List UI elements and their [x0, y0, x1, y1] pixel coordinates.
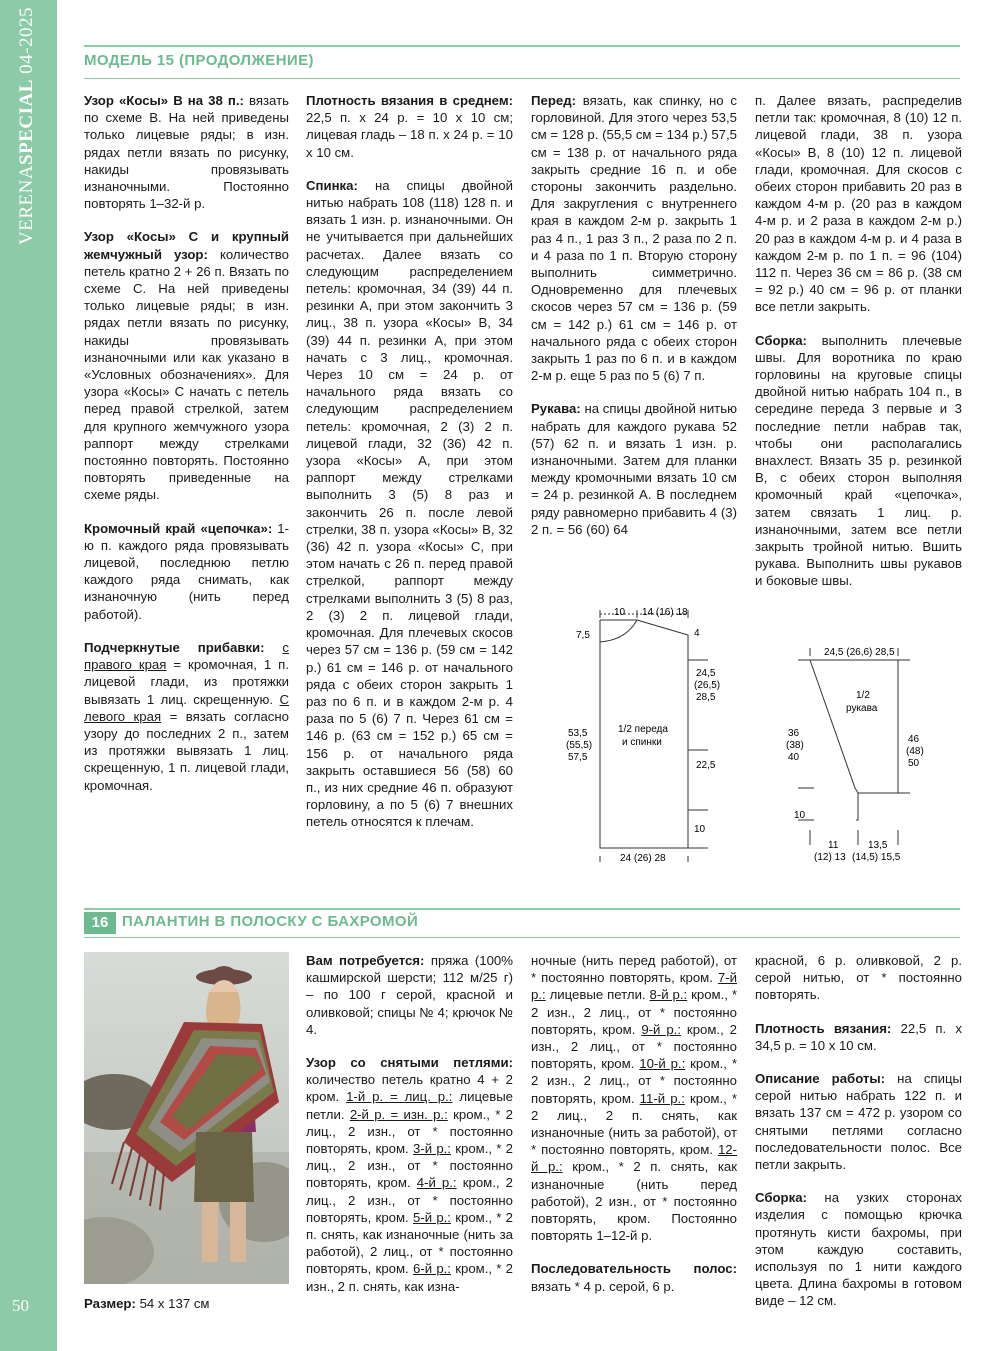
sleeve-right2: (48) [906, 746, 924, 757]
model-photo [84, 952, 289, 1284]
dim-r5: 10 [694, 824, 706, 835]
pattern-schema-sleeve [780, 640, 960, 870]
dim-top-a: 10 [614, 607, 626, 618]
sleeve-left3: 40 [788, 752, 800, 763]
sleeve-right3: 50 [908, 758, 920, 769]
sleeve-label2: рукава [846, 703, 878, 714]
dim-left3: 57,5 [568, 752, 588, 763]
sleeve-b2: 13,5 [868, 840, 888, 851]
schema1-label1: 1/2 переда [618, 724, 668, 735]
text-column-3: Перед: вязать, как спинку, но с горловиной. Для этого через 53,5 см = 128 р. (55,5 см = 134 р.) 57,5 см = 138 р. от начального ряда закрыть средние 16 п. и обе стороны закончить раздельно. Для закругления с внутреннего края в каждом 2-м р. закрыть 1 раз 4 п., 1 раз 3 п., 2 раза по 2 п. и 4 раза по 1 п. Вторую сторону выполнить симметрично. Одновременно для плечевых скосов через 57 см = 136 р. (59 см = 142 р.) 61 см = 146 р. от начального ряда с обеих сторон закрыть 1 раз по 6 п. и в каждом 2-м р. еще 5 раз по 5 (6) 7 п. Рукава: на спицы двойной нитью набрать для каждого рукава 52 (57) 62 п. и вязать 1 изн. р. изнаночными. Затем для планки между кромочными вязать 10 см = 24 р. резинкой A. В последнем ряду равномерно прибавить 4 (3) 2 п. = 56 (60) 64 [531, 93, 737, 537]
size-line: Размер: 54 x 137 см [84, 1296, 210, 1311]
text-column-4: п. Далее вязать, распределив петли так: кромочная, 8 (10) 12 п. лицевой глади, 38 п. узора «Косы» B, 8 (10) 12 п. лицевой глади, кромочная. Для скосов с обеих сторон прибавить 20 раз в каждом 4-м р. (20 раз в каждом 4-м р. и 2 раза в каждом 2-м р.) 20 раз в каждом 4-м р. и 4 раза в каждом 2-м р. по 1 п. = 96 (104) 112 п. Через 36 см = 86 р. (38 см = 92 р.) 40 см = 96 р. от планки все петли закрыть. Сборка: выполнить плечевые швы. Для воротника по краю горловины на круговые спицы двойной нитью набрать 104 п., в середине переда 3 первые и 3 последние петли набрав так, чтобы они располагались внахлест. Вязать 35 р. резинкой B, с обеих сторон выполняя кромочный край «цепочка», затем связать 1 лиц. р. изнаночными, затем все петли закрыть тройной нитью. Вшить рукава. Выполнить швы рукавов и боковые швы. [755, 93, 962, 589]
dim-r1: 24,5 [696, 668, 716, 679]
magazine-brand: VERENASPECIAL 04-2025 [16, 7, 37, 245]
page-number: 50 [12, 1296, 29, 1315]
header-rule [84, 45, 960, 47]
dim-neck: 7,5 [576, 630, 590, 641]
text-column-1: Узор «Косы» B на 38 п.: вязать по схеме B. На ней приведены только лицевые ряды; в изн. рядах петли вязать по рисунку, накиды провязывать изнаночными. Постоянно повторять 1–32-й р. Узор «Косы» C и крупный жемчужный узор: количество петель кратно 2 + 26 п. Вязать по схеме C. На ней приведены только лицевые ряды; в изн. рядах петли вязать по рисунку, накиды провязывать изнаночными или как указано в «Условных обозначениях». Для узора «Косы» C начать с петель перед правой стрелкой, затем для крупного жемчужного узора раппорт между стрелками постоянно повторять. Постоянно повторять приведенные на схеме ряды. Кромочный край «цепочка»: 1-ю п. каждого ряда провязывать лицевой, последнюю петлю каждого ряда снимать, как изнаночную (нить перед работой). Подчеркнутые прибавки: с правого края = кромочная, 1 п. лицевой глади, из протяжки вывязать 1 лиц. скрещенную. С левого края = вязать согласно узору до последних 2 п., затем из протяжки вывязать 1 лиц. скрещенную, 1 п. лицевой глади, кромочная. [84, 93, 289, 793]
section-2-header [84, 908, 960, 938]
sleeve-b3: (12) 13 [814, 852, 846, 863]
dim-r3: 28,5 [696, 692, 716, 703]
dim-r4: 22,5 [696, 760, 716, 771]
sleeve-label1: 1/2 [856, 690, 870, 701]
dim-bottom: 24 (26) 28 [620, 853, 666, 864]
header-rule-bottom [84, 78, 960, 79]
dim-left1: 53,5 [568, 728, 588, 739]
section-title: ПАЛАНТИН В ПОЛОСКУ С БАХРОМОЙ [122, 913, 419, 930]
sleeve-left1: 36 [788, 728, 800, 739]
section-number: 16 [84, 912, 116, 934]
sleeve-left2: (38) [786, 740, 804, 751]
sleeve-b4: (14,5) 15,5 [852, 852, 901, 863]
s2-text-column-3: ночные (нить перед работой), от * постоянно повторять, кром. 7-й р.: лицевые петли. 8-й р.: кром., * 2 изн., 2 лиц., от * постоянно повторять, кром. 9-й р.: кром., 2 изн., 2 лиц., от * постоянно повторять, кром. 10-й р.: кром., * 2 изн., 2 лиц., от * постоянно повторять, кром. 11-й р.: кром., * 2 лиц., 2 п. снять, как изнаночные (нить за работой), от * постоянно повторять, кром. 12-й р.: кром., * 2 п. снять, как изнаночные (нить перед работой), 2 изн., от * постоянно повторять, кром. Постоянно повторять 1–12-й р. Последовательность полос: вязать * 4 р. серой, 6 р. [531, 953, 738, 1294]
dim-shoulder: 4 [694, 628, 700, 639]
s2-text-column-2: Вам потребуется: пряжа (100% кашмирской шерсти; 112 м/25 г) – по 100 г серой, красной и оливковой; спицы № 4; крючок № 4. Узор со снятыми петлями: количество петель кратно 4 + 2 кром. 1-й р. = лиц. р.: лицевые петли. 2-й р. = изн. р.: кром., * 2 лиц., 2 изн., от * постоянно повторять, кром. 3-й р.: кром., * 2 лиц., 2 изн., от * постоянно повторять, кром. 4-й р.: кром., 2 лиц., 2 изн., от * постоянно повторять, кром. 5-й р.: кром., * 2 п. снять, как изнаночные (нить за работой), 2 лиц., от * постоянно повторять, кром. 6-й р.: кром., * 2 изн., 2 п. снять, как изна- [306, 953, 514, 1294]
pattern-schema-body [560, 600, 730, 870]
dim-r2: (26,5) [694, 680, 721, 691]
schema1-label2: и спинки [622, 737, 662, 748]
dim-top-b: 14 (16) 18 [642, 607, 688, 618]
sleeve-cuff: 10 [794, 810, 806, 821]
sidebar [0, 0, 57, 1351]
section-header: МОДЕЛЬ 15 (ПРОДОЛЖЕНИЕ) [84, 52, 314, 69]
sleeve-top: 24,5 (26,6) 28,5 [824, 647, 895, 658]
s2-text-column-4: красной, 6 р. оливковой, 2 р. серой нитью, от * постоянно повторять. Плотность вязания: 22,5 п. x 34,5 р. = 10 x 10 см. Описание работы: на спицы серой нитью набрать 122 п. и вязать 137 см = 472 р. узором со снятыми петлями согласно последовательности полос. Все петли закрыть. Сборка: на узких сторонах изделия с помощью крючка протянуть кисти бахромы, при этом каждую составить, используя по 1 нити каждого цвета. Длина бахромы в готовом виде – 12 см. [755, 953, 963, 1309]
sleeve-b1: 11 [828, 840, 839, 851]
dim-left2: (55,5) [566, 740, 593, 751]
sleeve-right1: 46 [908, 734, 920, 745]
text-column-2: Плотность вязания в среднем: 22,5 п. x 24 р. = 10 x 10 см; лицевая гладь – 18 п. x 24 р. = 10 x 10 см. Спинка: на спицы двойной нитью набрать 108 (118) 128 п. и вязать 1 изн. р. изнаночными. Он не учитывается при дальнейших расчетах. Далее вязать со следующим распределением петель: кромочная, 34 (39) 44 п. резинки A, при этом закончить 3 лиц., 38 п. узора «Косы» B, 34 (39) 44 п. резинки A, при этом начать с 3 лиц., кромочная. Через 10 см = 24 р. от начального ряда вязать со следующим распределением петель: кромочная, 2 (3) 2 п. лицевой глади, 32 (36) 42 п. узора «Косы» A, при этом раппорт между стрелками выполнить 3 (5) 8 раз и закончить 26 п. после левой стрелки, 38 п. узора «Косы» B, 32 (36) 42 п. узора «Косы» C, при этом начать с 26 п. перед правой стрелкой, раппорт между стрелками выполнить 3 (5) 8 раз, 2 (3) 2 п. лицевой глади, кромочная. Для плечевых скосов через 57 см = 136 р. (59 см = 142 р.) 61 см = 146 р. от начального ряда с обеих сторон закрыть 1 раз по 6 п. и в каждом 2-м р. 4 раза по 5 (6) 7 п. Через 61 см = 146 р. (63 см = 152 р.) 65 см = 156 р. от начального ряда закрыть оставшиеся 56 (58) 60 п., из них средние 46 п. образуют горловину, а по 5 (6) 7 внешних петель относятся к плечам. [306, 93, 513, 830]
